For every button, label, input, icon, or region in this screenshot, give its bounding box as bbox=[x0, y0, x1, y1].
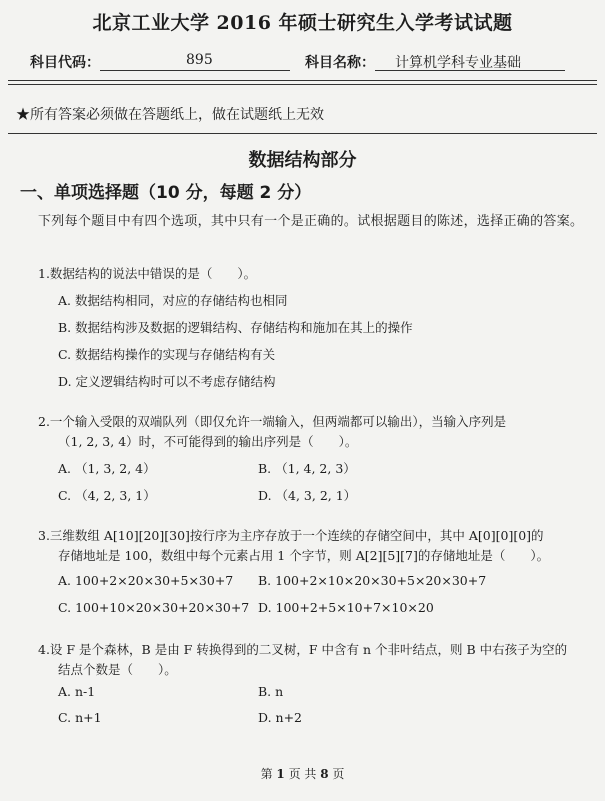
question-2-stem-line-1: 2.一个输入受限的双端队列（即仅允许一端输入，但两端都可以输出），当输入序列是 bbox=[38, 414, 507, 429]
question-2-option-d: D. （4, 3, 2, 1） bbox=[258, 488, 357, 503]
footer-prefix: 第 bbox=[260, 767, 277, 781]
instructions: 下列每个题目中有四个选项，其中只有一个是正确的。试根据题目的陈述，选择正确的答案。 bbox=[38, 214, 584, 229]
question-4-option-a: A. n-1 bbox=[58, 684, 96, 699]
question-2-stem-line-2: （1, 2, 3, 4）时，不可能得到的输出序列是（ ）。 bbox=[58, 434, 358, 449]
notice-text: ★所有答案必须做在答题纸上，做在试题纸上无效 bbox=[16, 107, 324, 123]
header-divider bbox=[8, 80, 597, 81]
question-4-option-b: B. n bbox=[258, 684, 284, 699]
question-4-stem-line-2: 结点个数是（ ）。 bbox=[58, 662, 177, 677]
question-1-option-b: B. 数据结构涉及数据的逻辑结构、存储结构和施加在其上的操作 bbox=[58, 320, 413, 335]
section-title: 数据结构部分 bbox=[248, 150, 357, 171]
page-footer bbox=[0, 765, 605, 782]
question-3-option-b: B. 100+2×10×20×30+5×20×30+7 bbox=[258, 573, 487, 588]
page-title: 北京工业大学 2016 年硕士研究生入学考试试题 bbox=[92, 12, 513, 34]
header-divider-thin bbox=[8, 84, 597, 85]
subject-name-value: 计算机学科专业基础 bbox=[395, 55, 521, 71]
footer-page-number: 1 bbox=[276, 767, 285, 781]
question-1-option-d: D. 定义逻辑结构时可以不考虑存储结构 bbox=[58, 374, 276, 389]
subject-code-label: 科目代码： bbox=[30, 55, 100, 71]
notice-divider bbox=[8, 133, 597, 134]
footer-suffix: 页 bbox=[328, 767, 345, 781]
question-1-option-c: C. 数据结构操作的实现与存储结构有关 bbox=[58, 347, 276, 362]
question-1-option-a: A. 数据结构相同，对应的存储结构也相同 bbox=[58, 293, 288, 308]
question-1-stem: 1.数据结构的说法中错误的是（ ）。 bbox=[38, 266, 257, 281]
question-3-option-c: C. 100+10×20×30+20×30+7 bbox=[58, 600, 250, 615]
code-underline bbox=[100, 70, 290, 71]
question-3-option-a: A. 100+2×20×30+5×30+7 bbox=[58, 573, 234, 588]
footer-middle: 页 共 bbox=[284, 767, 321, 781]
subject-code-value: 895 bbox=[186, 52, 213, 68]
name-underline bbox=[375, 70, 565, 71]
question-4-option-c: C. n+1 bbox=[58, 710, 102, 725]
footer-total-pages: 8 bbox=[320, 767, 329, 781]
question-2-option-b: B. （1, 4, 2, 3） bbox=[258, 461, 356, 476]
question-3-stem-line-2: 存储地址是 100，数组中每个元素占用 1 个字节，则 A[2][5][7]的存储地址是（ ）。 bbox=[58, 548, 550, 563]
subject-name-label: 科目名称： bbox=[305, 55, 375, 71]
question-2-option-c: C. （4, 2, 3, 1） bbox=[58, 488, 156, 503]
question-3-stem-line-1: 3.三维数组 A[10][20][30]按行序为主序存放于一个连续的存储空间中，其中 A[0][0][0]的 bbox=[38, 528, 544, 543]
question-4-option-d: D. n+2 bbox=[258, 710, 303, 725]
question-3-option-d: D. 100+2+5×10+7×10×20 bbox=[258, 600, 434, 615]
question-2-option-a: A. （1, 3, 2, 4） bbox=[58, 461, 156, 476]
part-title: 一、单项选择题（10 分，每题 2 分） bbox=[20, 183, 312, 203]
question-4-stem-line-1: 4.设 F 是个森林，B 是由 F 转换得到的二叉树，F 中含有 n 个非叶结点，则 B 中右孩子为空的 bbox=[38, 642, 568, 657]
